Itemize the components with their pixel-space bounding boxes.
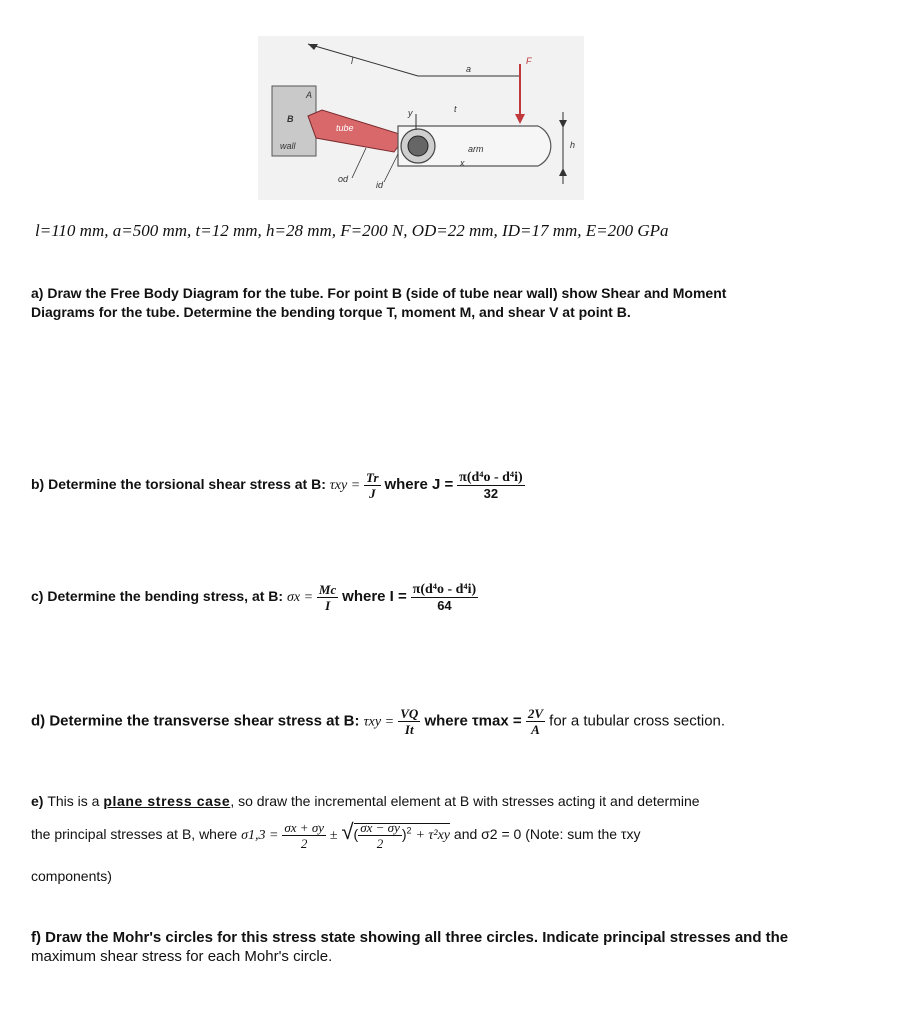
dim-l-label: l xyxy=(351,56,353,66)
tube-end-inner xyxy=(408,136,428,156)
tube-arm-diagram xyxy=(258,36,584,200)
part-e-pm: ± xyxy=(329,828,338,844)
part-e-label: e) xyxy=(31,793,44,809)
part-e-sum-fraction xyxy=(282,820,326,851)
part-e-and: and σ2 = 0 (Note: sum the τxy xyxy=(453,826,641,843)
part-e-pre: This is a xyxy=(47,793,100,809)
part-b-j-den: 32 xyxy=(483,486,499,501)
dim-t-label: t xyxy=(454,104,457,114)
part-f-line1: f) Draw the Mohr's circles for this stress state showing all three circles. Indicate principal stresses and the xyxy=(31,929,789,946)
part-d-max-num: 2V xyxy=(527,706,543,721)
part-b-j-fraction xyxy=(457,470,525,501)
parameters-line: l=110 mm, a=500 mm, t=12 mm, h=28 mm, F=200 N, OD=22 mm, ID=17 mm, E=200 GPa xyxy=(35,221,669,240)
part-c-label: c) xyxy=(31,588,44,605)
part-d-lhs: τxy = xyxy=(363,714,395,730)
dim-h-label: h xyxy=(570,140,576,150)
part-c-row xyxy=(31,582,891,613)
part-c-fraction xyxy=(317,582,338,613)
part-d-max-fraction xyxy=(526,706,545,737)
part-d-den: It xyxy=(404,722,414,737)
part-d-row xyxy=(31,706,901,737)
part-e-tau-term: + τ²xy xyxy=(415,828,451,844)
part-e-square: 2 xyxy=(406,825,412,836)
part-d-num: VQ xyxy=(400,706,419,721)
part-f-text xyxy=(31,928,901,966)
part-b-where: where J = xyxy=(384,476,454,494)
part-d-where: where τmax = xyxy=(424,712,522,730)
part-e-sum-num: σx + σy xyxy=(284,820,324,835)
point-a-label: A xyxy=(306,90,313,100)
axis-x-label: x xyxy=(460,158,465,168)
od-label: od xyxy=(338,174,349,184)
part-e-post: , so draw the incremental element at B with stresses acting it and determine xyxy=(230,793,700,809)
part-e-sqrt-body: ( $\frac{\sigma x - \sigma y}{2}$ )$^2$ + τ²xy xyxy=(353,820,451,851)
part-d-fraction xyxy=(398,706,420,737)
part-b-den: J xyxy=(369,486,376,501)
part-c-i-den: 64 xyxy=(437,598,452,613)
part-e-line1 xyxy=(31,792,901,811)
part-e-sigma13: σ1,3 = xyxy=(241,828,279,844)
part-b-label: b) xyxy=(31,476,45,493)
part-b-fraction xyxy=(364,470,381,501)
part-e-diff-den: 2 xyxy=(376,836,384,851)
dim-a-label: a xyxy=(466,64,472,74)
part-c-den: I xyxy=(325,598,331,613)
part-e-underlined: plane stress case xyxy=(103,793,231,809)
part-d-text: Determine the transverse shear stress at B: xyxy=(49,712,360,730)
axis-y-label: y xyxy=(408,108,413,118)
part-b-j-num: π(d⁴o - d⁴i) xyxy=(459,470,523,485)
id-label: id xyxy=(376,180,384,190)
part-d-max-den: A xyxy=(531,722,540,737)
part-c-where: where I = xyxy=(342,588,407,606)
part-c-i-num: π(d⁴o - d⁴i) xyxy=(412,582,477,597)
part-c-i-fraction xyxy=(411,582,479,613)
part-b-row xyxy=(31,470,891,501)
part-a-text xyxy=(31,284,891,322)
part-d-label: d) xyxy=(31,712,46,730)
point-b-label: B xyxy=(287,114,294,124)
part-b-text: Determine the torsional shear stress at B: xyxy=(48,476,326,493)
part-b-num: Tr xyxy=(366,470,379,485)
part-e-line3: components) xyxy=(31,868,112,884)
part-e-sum-den: 2 xyxy=(300,836,308,851)
part-a-line1: a) Draw the Free Body Diagram for the tube. For point B (side of tube near wall) show Shear and Moment xyxy=(31,285,727,301)
part-e-line2-pre: the principal stresses at B, where xyxy=(31,826,238,843)
part-c-text: Determine the bending stress, at B: xyxy=(47,588,284,605)
part-e-diff-num: σx − σy xyxy=(360,820,400,835)
arm-label: arm xyxy=(468,144,484,154)
part-f-line2: maximum shear stress for each Mohr's circle. xyxy=(31,948,333,965)
force-f-label: F xyxy=(526,56,532,66)
part-b-lhs: τxy = xyxy=(329,478,361,494)
wall-label: wall xyxy=(280,141,296,151)
part-a-line2: Diagrams for the tube. Determine the bending torque T, moment M, and shear V at point B. xyxy=(31,304,631,320)
part-e-sqrt-sign: √ xyxy=(341,819,354,845)
part-e-diff-fraction xyxy=(358,820,402,851)
tube-label: tube xyxy=(336,123,354,133)
part-c-lhs: σx = xyxy=(286,590,314,606)
part-d-tail: for a tubular cross section. xyxy=(549,712,726,730)
part-e-line2 xyxy=(31,820,901,851)
part-c-num: Mc xyxy=(318,582,337,597)
